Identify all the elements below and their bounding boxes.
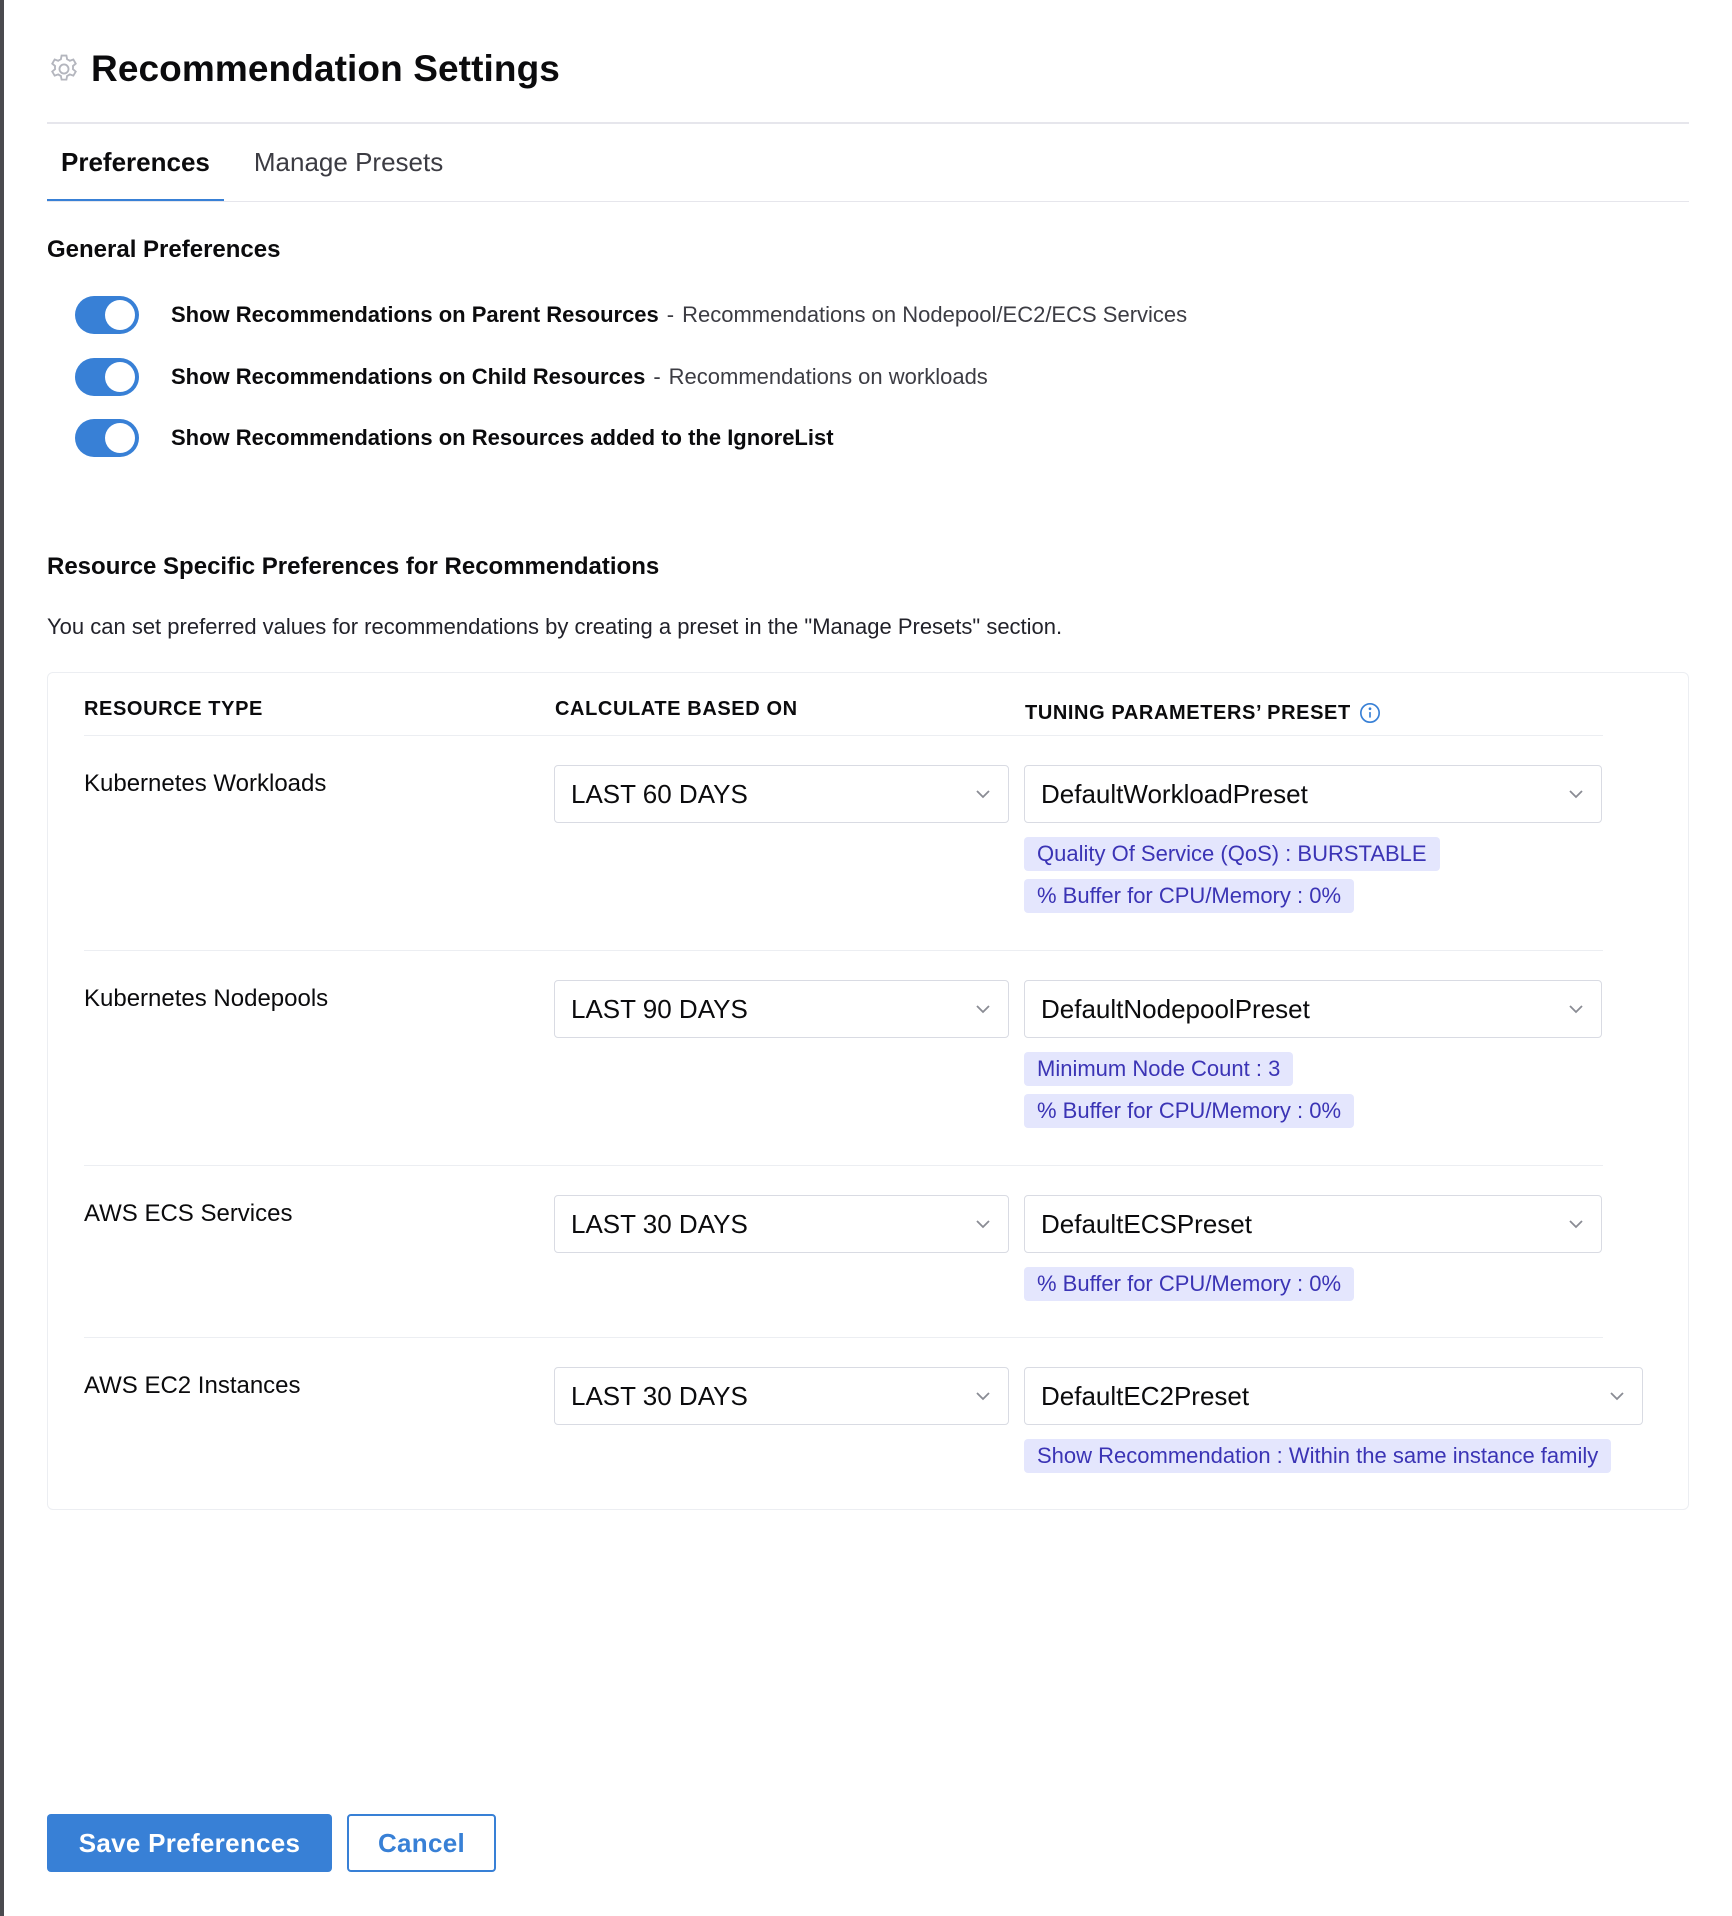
- preset-select-k8s-nodepools[interactable]: [1024, 980, 1602, 1038]
- period-select-aws-ecs[interactable]: [554, 1195, 1009, 1253]
- presets-hint: You can set preferred values for recommendations by creating a preset in the "Manage Presets" section.: [47, 614, 1063, 639]
- preset-tag: % Buffer for CPU/Memory : 0%: [1024, 1267, 1354, 1301]
- chevron-down-icon: [974, 1387, 992, 1405]
- save-preferences-button[interactable]: Save Preferences: [47, 1814, 332, 1872]
- toggle-description: Recommendations on workloads: [668, 364, 988, 389]
- column-header-resource-type: [84, 691, 263, 727]
- ignorelist-toggle[interactable]: [75, 419, 139, 457]
- tab-manage-presets[interactable]: Manage Presets: [253, 146, 444, 177]
- chevron-down-icon: [974, 785, 992, 803]
- toggle-row-parent-resources: [75, 295, 1187, 335]
- select-value: DefaultEC2Preset: [1041, 1380, 1250, 1411]
- preset-tag: Show Recommendation : Within the same instance family: [1024, 1439, 1611, 1473]
- resource-name-k8s-workloads: Kubernetes Workloads: [84, 770, 327, 797]
- chevron-down-icon: [1567, 785, 1585, 803]
- toggle-knob: [105, 362, 135, 392]
- column-header-calculate-based-on: [555, 691, 798, 727]
- chevron-down-icon: [1567, 1000, 1585, 1018]
- page-title: Recommendation Settings: [91, 48, 560, 89]
- select-value: LAST 30 DAYS: [571, 1380, 748, 1411]
- resource-name-aws-ecs: AWS ECS Services: [84, 1200, 293, 1227]
- preset-select-aws-ec2[interactable]: [1024, 1367, 1643, 1425]
- page-header: [47, 44, 560, 94]
- column-header-tuning-preset: [1025, 695, 1381, 731]
- toggle-label: Show Recommendations on Resources added to the IgnoreList: [171, 425, 834, 450]
- toggle-separator: -: [666, 302, 675, 327]
- preset-tag: Minimum Node Count : 3: [1024, 1052, 1293, 1086]
- resource-name-k8s-nodepools: Kubernetes Nodepools: [84, 985, 329, 1012]
- period-select-aws-ec2[interactable]: [554, 1367, 1009, 1425]
- preset-select-k8s-workloads[interactable]: [1024, 765, 1602, 823]
- toggle-separator: -: [653, 364, 661, 389]
- toggle-knob: [105, 300, 135, 330]
- info-icon[interactable]: [1359, 702, 1381, 724]
- parent-resources-toggle[interactable]: [75, 296, 139, 334]
- tabs-divider: [47, 201, 1689, 202]
- row-divider: [84, 950, 1603, 951]
- chevron-down-icon: [974, 1000, 992, 1018]
- toggle-label: Show Recommendations on Child Resources: [171, 364, 646, 389]
- child-resources-toggle[interactable]: [75, 358, 139, 396]
- period-select-k8s-nodepools[interactable]: [554, 980, 1009, 1038]
- resource-preferences-title: Resource Specific Preferences for Recommendations: [47, 553, 660, 580]
- select-value: LAST 90 DAYS: [571, 993, 748, 1024]
- column-header-label: CALCULATE BASED ON: [555, 697, 798, 720]
- chevron-down-icon: [1567, 1215, 1585, 1233]
- select-value: DefaultNodepoolPreset: [1041, 993, 1310, 1024]
- tab-bar: [47, 122, 457, 202]
- toggle-label: Show Recommendations on Parent Resources: [171, 302, 659, 327]
- select-value: LAST 30 DAYS: [571, 1208, 748, 1239]
- preset-select-aws-ecs[interactable]: [1024, 1195, 1602, 1253]
- period-select-k8s-workloads[interactable]: [554, 765, 1009, 823]
- settings-page: [47, 0, 1689, 1916]
- tab-preferences[interactable]: Preferences: [47, 122, 224, 202]
- cancel-button[interactable]: Cancel: [347, 1814, 496, 1872]
- toggle-knob: [105, 423, 135, 453]
- toggle-row-ignorelist: [75, 418, 834, 458]
- window-edge: [0, 0, 4, 1916]
- preset-tag: % Buffer for CPU/Memory : 0%: [1024, 1094, 1354, 1128]
- preset-tag: % Buffer for CPU/Memory : 0%: [1024, 879, 1354, 913]
- select-value: DefaultECSPreset: [1041, 1208, 1252, 1239]
- toggle-description: Recommendations on Nodepool/EC2/ECS Services: [682, 302, 1188, 327]
- chevron-down-icon: [1608, 1387, 1626, 1405]
- general-preferences-title: General Preferences: [47, 236, 281, 263]
- chevron-down-icon: [974, 1215, 992, 1233]
- gear-icon: [47, 52, 81, 86]
- row-divider: [84, 1337, 1603, 1338]
- column-header-label: RESOURCE TYPE: [84, 697, 263, 720]
- resource-name-aws-ec2: AWS EC2 Instances: [84, 1372, 301, 1399]
- resource-preferences-table: [47, 672, 1689, 1510]
- row-divider: [84, 735, 1603, 736]
- select-value: DefaultWorkloadPreset: [1041, 778, 1308, 809]
- preset-tag: Quality Of Service (QoS) : BURSTABLE: [1024, 837, 1440, 871]
- column-header-label: TUNING PARAMETERS’ PRESET: [1025, 701, 1351, 724]
- row-divider: [84, 1165, 1603, 1166]
- toggle-row-child-resources: [75, 357, 988, 397]
- select-value: LAST 60 DAYS: [571, 778, 748, 809]
